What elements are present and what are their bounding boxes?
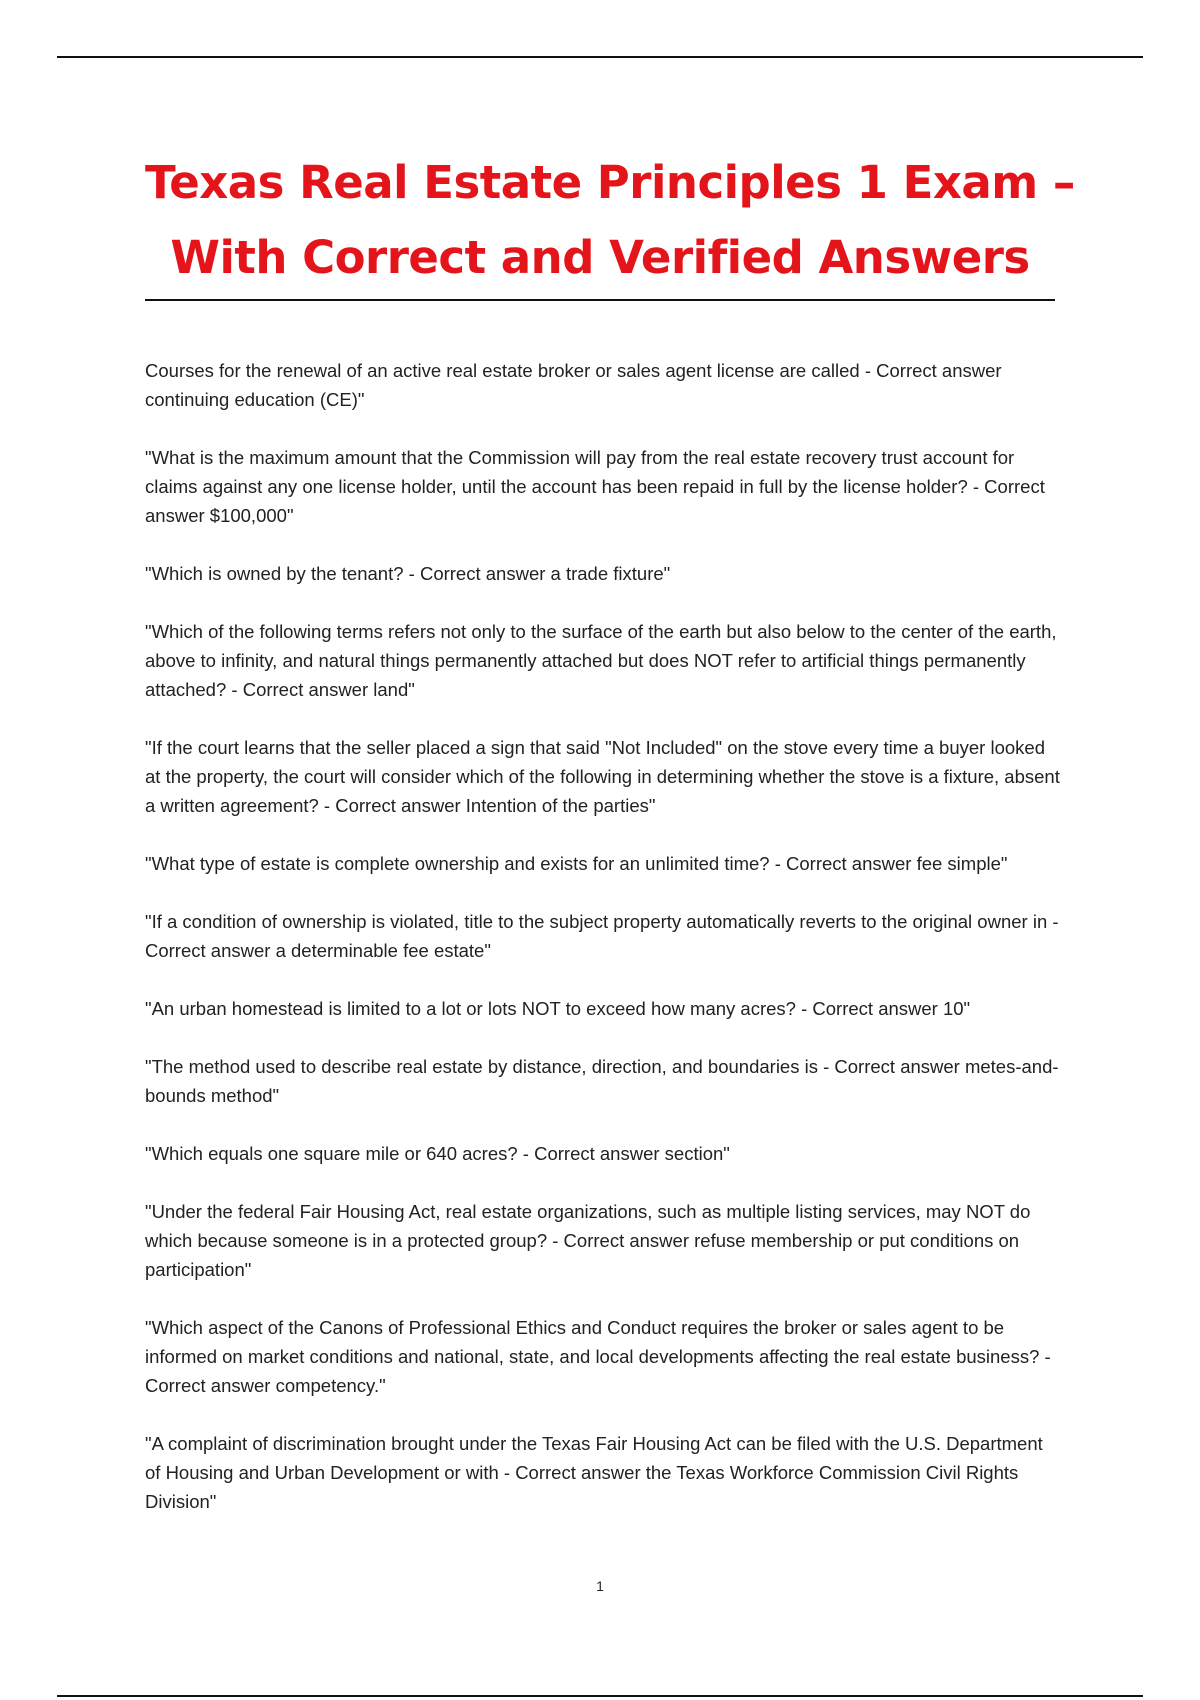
title-line-2: With Correct and Verified Answers [170,231,1030,284]
qa-item-4: "Which of the following terms refers not only to the surface of the earth but also below to the center of the earth, above to infinity, and natural things permanently attached but does NOT refer to artificial things permanently attached? - Correct answer land" [145,621,1057,700]
qa-item-12: "Which aspect of the Canons of Professional Ethics and Conduct requires the broker or sales agent to be informed on market conditions and national, state, and local developments affecting the real estate business? - Correct answer competency." [145,1317,1051,1396]
qa-item-13: "A complaint of discrimination brought under the Texas Fair Housing Act can be filed with the U.S. Department of Housing and Urban Development or with - Correct answer the Texas Workforce Commission Civil Rights Division" [145,1433,1043,1512]
page-number: 1 [596,1578,604,1594]
qa-item-10: "Which equals one square mile or 640 acres? - Correct answer section" [145,1143,730,1164]
qa-item-8: "An urban homestead is limited to a lot or lots NOT to exceed how many acres? - Correct answer 10" [145,998,971,1019]
qa-item-6: "What type of estate is complete ownership and exists for an unlimited time? - Correct answer fee simple" [145,853,1008,874]
header-rule [57,56,1143,58]
qa-item-9: "The method used to describe real estate by distance, direction, and boundaries is - Correct answer metes-and-bounds method" [145,1056,1059,1106]
qa-item-7: "If a condition of ownership is violated, title to the subject property automatically reverts to the original owner in - Correct answer a determinable fee estate" [145,911,1059,961]
qa-item-3: "Which is owned by the tenant? - Correct answer a trade fixture" [145,563,671,584]
qa-item-5: "If the court learns that the seller placed a sign that said "Not Included" on the stove every time a buyer looked at the property, the court will consider which of the following in determining whether the stove is a fixture, absent a written agreement? - Correct answer Intention of the parties" [145,737,1060,816]
qa-item-2: "What is the maximum amount that the Commission will pay from the real estate recovery trust account for claims against any one license holder, until the account has been repaid in full by the license holder? - Correct answer $100,000" [145,447,1045,526]
qa-item-11: "Under the federal Fair Housing Act, real estate organizations, such as multiple listing services, may NOT do which because someone is in a protected group? - Correct answer refuse membership or put conditions on participation" [145,1201,1031,1280]
title-line-1: Texas Real Estate Principles 1 Exam – [145,156,1075,209]
qa-list [145,356,1060,1545]
page-title [145,145,1075,301]
footer-rule [57,1695,1143,1697]
qa-item-1: Courses for the renewal of an active real estate broker or sales agent license are called - Correct answer continuing education (CE)" [145,360,1002,410]
